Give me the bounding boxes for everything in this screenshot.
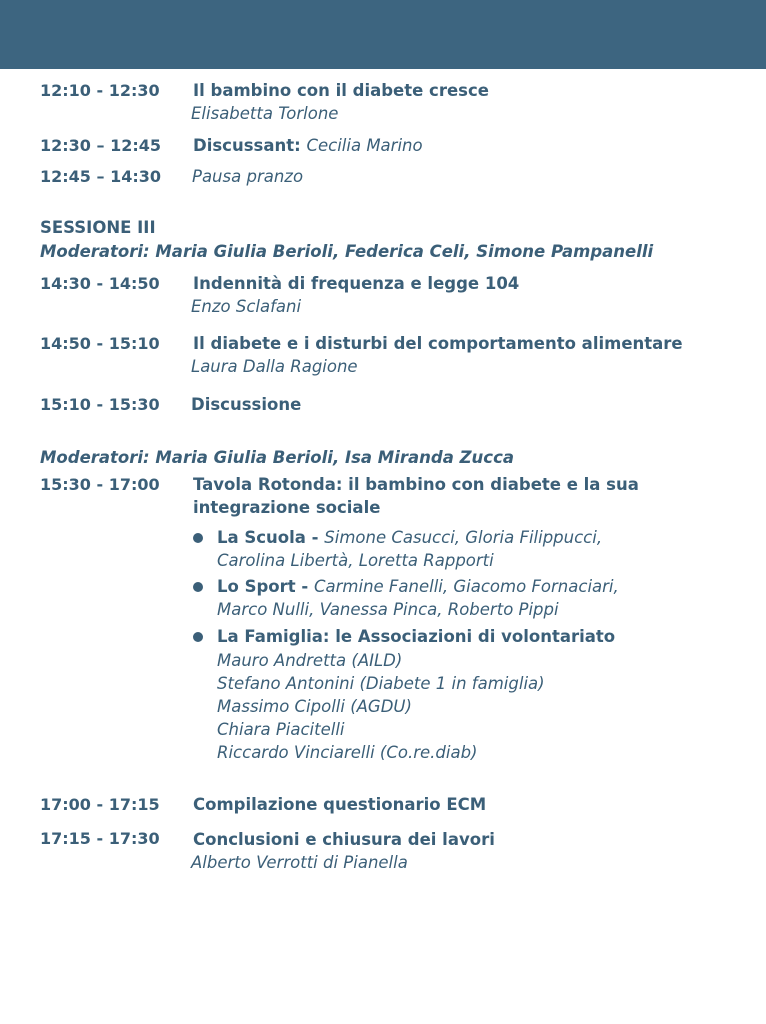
bullet-line [217, 528, 602, 547]
bullet-icon [193, 533, 203, 543]
speaker-name: Elisabetta Torlone [191, 104, 339, 123]
speaker-name: Mauro Andretta (AILD) [217, 651, 403, 670]
speaker-name: Cecilia Marino [306, 136, 423, 155]
speaker-names: Carolina Libertà, Loretta Rapporti [217, 551, 494, 570]
speaker-name: Massimo Cipolli (AGDU) [217, 697, 412, 716]
time-slot: 15:30 - 17:00 [40, 475, 160, 494]
speaker-name: Enzo Sclafani [191, 297, 302, 316]
talk-title: Il diabete e i disturbi del comportamento alimentare [193, 334, 683, 353]
talk-title-cont: integrazione sociale [193, 498, 381, 517]
speaker-name: Stefano Antonini (Diabete 1 in famiglia) [217, 674, 545, 693]
time-slot: 15:10 - 15:30 [40, 395, 160, 414]
speaker-name: Chiara Piacitelli [217, 720, 345, 739]
bullet-heading: La Famiglia: le Associazioni di volontariato [217, 627, 616, 646]
time-slot: 17:15 - 17:30 [40, 829, 160, 848]
discussant-label: Discussant: [193, 136, 301, 155]
break-label: Pausa pranzo [192, 167, 304, 186]
speaker-name: Alberto Verrotti di Pianella [191, 853, 408, 872]
speaker-names: Marco Nulli, Vanessa Pinca, Roberto Pippi [217, 600, 559, 619]
time-slot: 14:30 - 14:50 [40, 274, 160, 293]
bullet-icon [193, 582, 203, 592]
time-slot: 12:30 – 12:45 [40, 136, 161, 155]
speaker-name: Laura Dalla Ragione [191, 357, 358, 376]
speaker-names: Carmine Fanelli, Giacomo Fornaciari, [314, 577, 619, 596]
talk-title: Compilazione questionario ECM [193, 795, 487, 814]
time-slot: 12:10 - 12:30 [40, 81, 160, 100]
talk-title: Discussione [191, 395, 302, 414]
moderators: Moderatori: Maria Giulia Berioli, Federica Celi, Simone Pampanelli [40, 242, 654, 261]
talk-title: Tavola Rotonda: il bambino con diabete e la sua [193, 475, 639, 494]
bullet-heading: Lo Sport - [217, 577, 314, 596]
time-slot: 14:50 - 15:10 [40, 334, 160, 353]
time-slot: 12:45 – 14:30 [40, 167, 161, 186]
talk-title: Conclusioni e chiusura dei lavori [193, 830, 495, 849]
header-bar [0, 0, 766, 69]
bullet-icon [193, 632, 203, 642]
session-heading: SESSIONE III [40, 218, 156, 237]
moderators: Moderatori: Maria Giulia Berioli, Isa Miranda Zucca [40, 448, 514, 467]
talk-title: Indennità di frequenza e legge 104 [193, 274, 520, 293]
speaker-name: Riccardo Vinciarelli (Co.re.diab) [217, 743, 478, 762]
bullet-heading: La Scuola - [217, 528, 325, 547]
speaker-names: Simone Casucci, Gloria Filippucci, [324, 528, 603, 547]
discussant-line [193, 136, 423, 155]
talk-title: Il bambino con il diabete cresce [193, 81, 489, 100]
time-slot: 17:00 - 17:15 [40, 795, 160, 814]
bullet-line [217, 577, 619, 596]
